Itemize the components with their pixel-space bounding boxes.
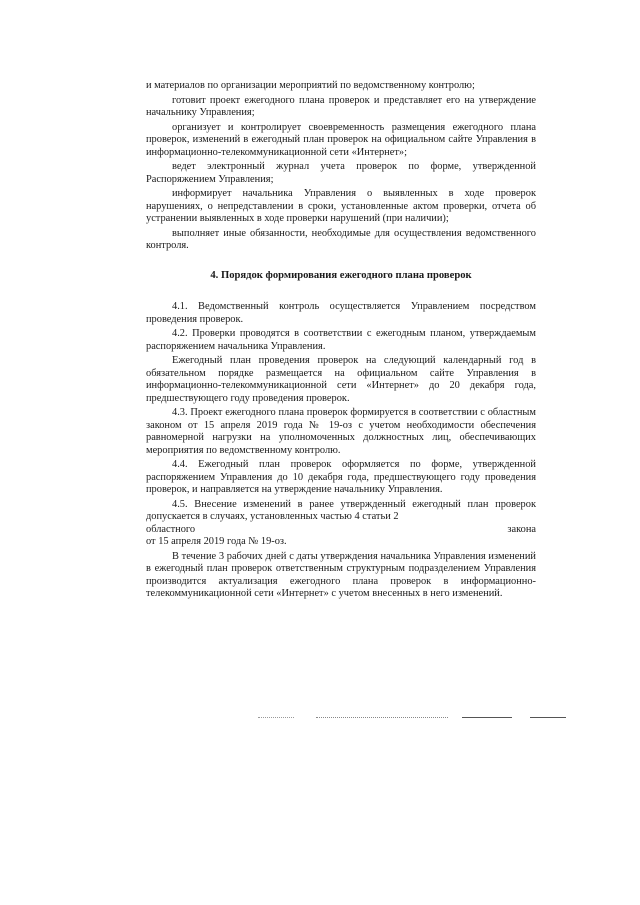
paragraph: В течение 3 рабочих дней с даты утверждения начальника Управления изменений в ежегодный план проверок ответственным структурным подразделением Управления производится актуализация ежегодного плана проверок в информационно-телекоммуникационной сети «Интернет» с учетом внесенных в него изменений. <box>146 550 536 599</box>
footer-rule <box>530 717 566 718</box>
footer-rule <box>462 717 512 718</box>
paragraph: 4.2. Проверки проводятся в соответствии с ежегодным планом, утверждаемым распоряжением начальника Управления. <box>146 328 536 352</box>
text-fragment: областного <box>146 523 196 535</box>
paragraph: выполняет иные обязанности, необходимые для осуществления ведомственного контроля. <box>146 227 536 251</box>
document-body <box>146 80 536 603</box>
paragraph: и материалов по организации мероприятий по ведомственному контролю; <box>146 80 475 91</box>
paragraph: Ежегодный план проведения проверок на следующий календарный год в обязательном порядке размещается на официальном сайте Управления в информационно-телекоммуникационной сети «Интернет» до 20 декабря года, предшествующего году проведения проверок. <box>146 355 536 404</box>
paragraph: информирует начальника Управления о выявленных в ходе проверок нарушениях, о непредставлении в сроки, установленные актом проверки, отчета об устранении выявленных в ходе проверки нарушений (при наличии); <box>146 188 536 224</box>
paragraph: 4.1. Ведомственный контроль осуществляется Управлением посредством проведения проверок. <box>146 301 536 325</box>
footer-rule <box>316 717 448 718</box>
paragraph: 4.5. Внесение изменений в ранее утвержденный ежегодный план проверок допускается в случаях, установленных частью 4 статьи 2 <box>146 498 536 522</box>
paragraph: организует и контролирует своевременность размещения ежегодного плана проверок, изменений в ежегодный план проверок на официальном сайте Управления в информационно-телекоммуникационной сети «Интернет»; <box>146 121 536 158</box>
section-heading: 4. Порядок формирования ежегодного плана проверок <box>210 269 472 281</box>
footer-rule <box>258 717 294 718</box>
paragraph: от 15 апреля 2019 года № 19-оз. <box>146 536 287 547</box>
text-fragment: закона <box>507 523 536 535</box>
paragraph: ведет электронный журнал учета проверок по форме, утвержденной Распоряжением Управления; <box>146 161 536 185</box>
paragraph: готовит проект ежегодного плана проверок и представляет его на утверждение начальнику Управления; <box>146 94 536 118</box>
paragraph: 4.4. Ежегодный план проверок оформляется по форме, утвержденной распоряжением Управления до 10 декабря года, предшествующего году проведения проверок, и направляется на утверждение начальнику Управления. <box>146 459 536 495</box>
paragraph: 4.3. Проект ежегодного плана проверок формируется в соответствии с областным законом от 15 апреля 2019 года № 19-оз с учетом необходимости обеспечения равномерной нагрузки на уполномоченных должностных лиц, обеспечивающих мероприятия по ведомственному контролю. <box>146 407 536 456</box>
paragraph-line <box>146 524 536 537</box>
